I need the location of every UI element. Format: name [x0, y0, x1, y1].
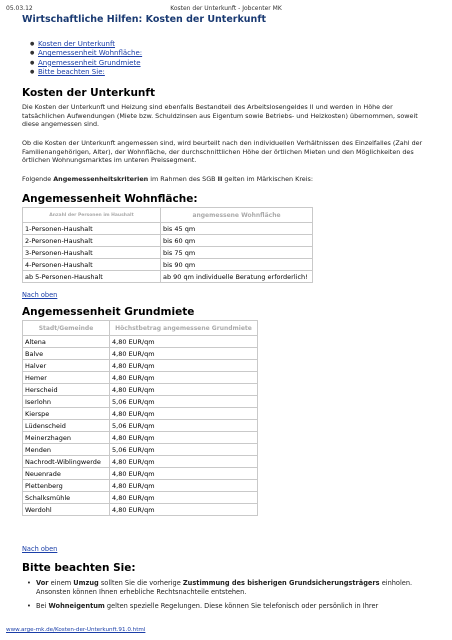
- list-item: [22, 579, 430, 597]
- cell-miete: 4,80 EUR/qm: [110, 348, 258, 360]
- column-header-stadt: Stadt/Gemeinde: [23, 321, 110, 336]
- cell-stadt: Halver: [23, 360, 110, 372]
- table-row: [23, 336, 258, 348]
- table-row: [23, 432, 258, 444]
- table-row: [23, 348, 258, 360]
- heading-grundmiete: Angemessenheit Grundmiete: [22, 306, 195, 318]
- cell-haushalt: ab 5-Personen-Haushalt: [23, 271, 161, 283]
- table-row: [23, 384, 258, 396]
- table-row: [23, 444, 258, 456]
- table-row: [23, 492, 258, 504]
- list-item: [22, 602, 430, 611]
- heading-kosten: Kosten der Unterkunft: [22, 87, 155, 99]
- cell-stadt: Neuenrade: [23, 468, 110, 480]
- heading-wohnflaeche: Angemessenheit Wohnfläche:: [22, 193, 198, 205]
- toc-link-wohnflaeche[interactable]: Angemessenheit Wohnfläche:: [38, 49, 143, 58]
- cell-haushalt: 3-Personen-Haushalt: [23, 247, 161, 259]
- cell-miete: 4,80 EUR/qm: [110, 456, 258, 468]
- table-row: [23, 504, 258, 516]
- cell-stadt: Werdohl: [23, 504, 110, 516]
- cell-stadt: Nachrodt-Wiblingwerde: [23, 456, 110, 468]
- cell-miete: 5,06 EUR/qm: [110, 396, 258, 408]
- toc-item-kosten: [30, 40, 142, 49]
- umzug-vor: Vor: [36, 579, 49, 587]
- table-row: [23, 271, 313, 283]
- cell-haushalt: 1-Personen-Haushalt: [23, 223, 161, 235]
- cell-miete: 4,80 EUR/qm: [110, 336, 258, 348]
- cell-haushalt: 4-Personen-Haushalt: [23, 259, 161, 271]
- page-title: Wirtschaftliche Hilfen: Kosten der Unterkunft: [22, 14, 266, 25]
- cell-miete: 5,06 EUR/qm: [110, 420, 258, 432]
- cell-stadt: Altena: [23, 336, 110, 348]
- table-row: [23, 247, 313, 259]
- table-row: [23, 223, 313, 235]
- table-row: [23, 372, 258, 384]
- cell-stadt: Meinerzhagen: [23, 432, 110, 444]
- zustimmung-bold: Zustimmung des bisherigen Grundsicherungsträgers: [182, 579, 380, 587]
- table-row: [23, 408, 258, 420]
- table-header-row: [23, 208, 313, 223]
- toc-item-wohnflaeche: [30, 49, 142, 58]
- umzug-text3: einholen. Ansonsten können Ihnen erhebliche Rechtsnachteile entstehen.: [36, 579, 413, 596]
- footer-url-link[interactable]: www.arge-mk.de/Kosten-der-Unterkunft.91.0.html: [6, 627, 146, 633]
- intro-paragraph: Die Kosten der Unterkunft und Heizung sind ebenfalls Bestandteil des Arbeitslosengeldes II und werden in Höhe der tatsächlichen Aufwendungen (Miete bzw. Schuldzinsen aus Eigentum sowie Betriebs- und Heizkosten) übernommen, soweit diese angemessen sind.: [22, 103, 418, 129]
- criteria-lead-post: gelten im Märkischen Kreis:: [222, 175, 313, 183]
- cell-flaeche: bis 90 qm: [161, 259, 313, 271]
- column-header-wohnflaeche: angemessene Wohnfläche: [161, 208, 313, 223]
- cell-flaeche: bis 60 qm: [161, 235, 313, 247]
- cell-miete: 4,80 EUR/qm: [110, 480, 258, 492]
- cell-miete: 4,80 EUR/qm: [110, 492, 258, 504]
- cell-miete: 4,80 EUR/qm: [110, 468, 258, 480]
- eigentum-pre: Bei: [36, 601, 49, 610]
- toc-item-hinweise: [30, 68, 142, 77]
- table-row: [23, 396, 258, 408]
- criteria-lead-mid: im Rahmen des SGB: [148, 175, 218, 183]
- cell-miete: 4,80 EUR/qm: [110, 408, 258, 420]
- cell-stadt: Herscheid: [23, 384, 110, 396]
- back-to-top-link[interactable]: Nach oben: [22, 545, 58, 553]
- umzug-text2: sollten Sie die vorherige: [98, 579, 183, 587]
- cell-stadt: Balve: [23, 348, 110, 360]
- criteria-lead-bold: Angemessenheitskriterien: [53, 175, 149, 183]
- table-header-row: [23, 321, 258, 336]
- cell-stadt: Iserlohn: [23, 396, 110, 408]
- toc-item-grundmiete: [30, 59, 142, 68]
- back-to-top-link[interactable]: Nach oben: [22, 291, 58, 299]
- table-row: [23, 468, 258, 480]
- cell-miete: 5,06 EUR/qm: [110, 444, 258, 456]
- umzug-bold: Umzug: [73, 579, 99, 587]
- cell-miete: 4,80 EUR/qm: [110, 504, 258, 516]
- eigentum-post: gelten spezielle Regelungen. Diese können Sie telefonisch oder persönlich in Ihrer: [104, 601, 379, 610]
- cell-miete: 4,80 EUR/qm: [110, 432, 258, 444]
- column-header-grundmiete: Höchstbetrag angemessene Grundmiete: [110, 321, 258, 336]
- cell-flaeche: bis 45 qm: [161, 223, 313, 235]
- grundmiete-table: [22, 320, 258, 516]
- toc-link-kosten[interactable]: Kosten der Unterkunft: [38, 40, 116, 48]
- umzug-text1: einem: [48, 579, 74, 587]
- table-row: [23, 235, 313, 247]
- table-row: [23, 456, 258, 468]
- toc-link-grundmiete[interactable]: Angemessenheit Grundmiete: [38, 58, 141, 67]
- column-header-personen: Anzahl der Personen im Haushalt: [23, 208, 161, 223]
- criteria-paragraph: Ob die Kosten der Unterkunft angemessen sind, wird beurteilt nach den individuellen Verhältnissen des Einzelfalles (Zahl der Familienangehörigen, Alter), der Wohnfläche, der durchschnittlichen Höhe der örtlichen Mieten und den Möglichkeiten des örtlichen Wohnungsmarktes im unteren Preissegment.: [22, 139, 423, 165]
- cell-stadt: Schalksmühle: [23, 492, 110, 504]
- cell-haushalt: 2-Personen-Haushalt: [23, 235, 161, 247]
- criteria-lead-bold2: II: [217, 175, 223, 183]
- cell-miete: 4,80 EUR/qm: [110, 360, 258, 372]
- table-row: [23, 480, 258, 492]
- cell-miete: 4,80 EUR/qm: [110, 384, 258, 396]
- heading-hinweise: Bitte beachten Sie:: [22, 562, 136, 574]
- table-row: [23, 259, 313, 271]
- toc-link-hinweise[interactable]: Bitte beachten Sie:: [38, 67, 105, 76]
- cell-stadt: Hemer: [23, 372, 110, 384]
- cell-stadt: Plettenberg: [23, 480, 110, 492]
- cell-stadt: Menden: [23, 444, 110, 456]
- table-of-contents: [30, 40, 142, 77]
- eigentum-bold: Wohneigentum: [48, 601, 105, 610]
- criteria-lead: [22, 175, 430, 184]
- print-date: 05.03.12: [6, 5, 33, 12]
- table-row: [23, 420, 258, 432]
- cell-miete: 4,80 EUR/qm: [110, 372, 258, 384]
- cell-flaeche: ab 90 qm individuelle Beratung erforderlich!: [161, 271, 313, 283]
- criteria-lead-pre: Folgende: [22, 175, 54, 183]
- cell-stadt: Lüdenscheid: [23, 420, 110, 432]
- wohnflaeche-table: [22, 207, 313, 283]
- cell-stadt: Kierspe: [23, 408, 110, 420]
- print-title: Kosten der Unterkunft - Jobcenter MK: [170, 5, 282, 12]
- hinweise-list: [22, 579, 430, 615]
- cell-flaeche: bis 75 qm: [161, 247, 313, 259]
- table-row: [23, 360, 258, 372]
